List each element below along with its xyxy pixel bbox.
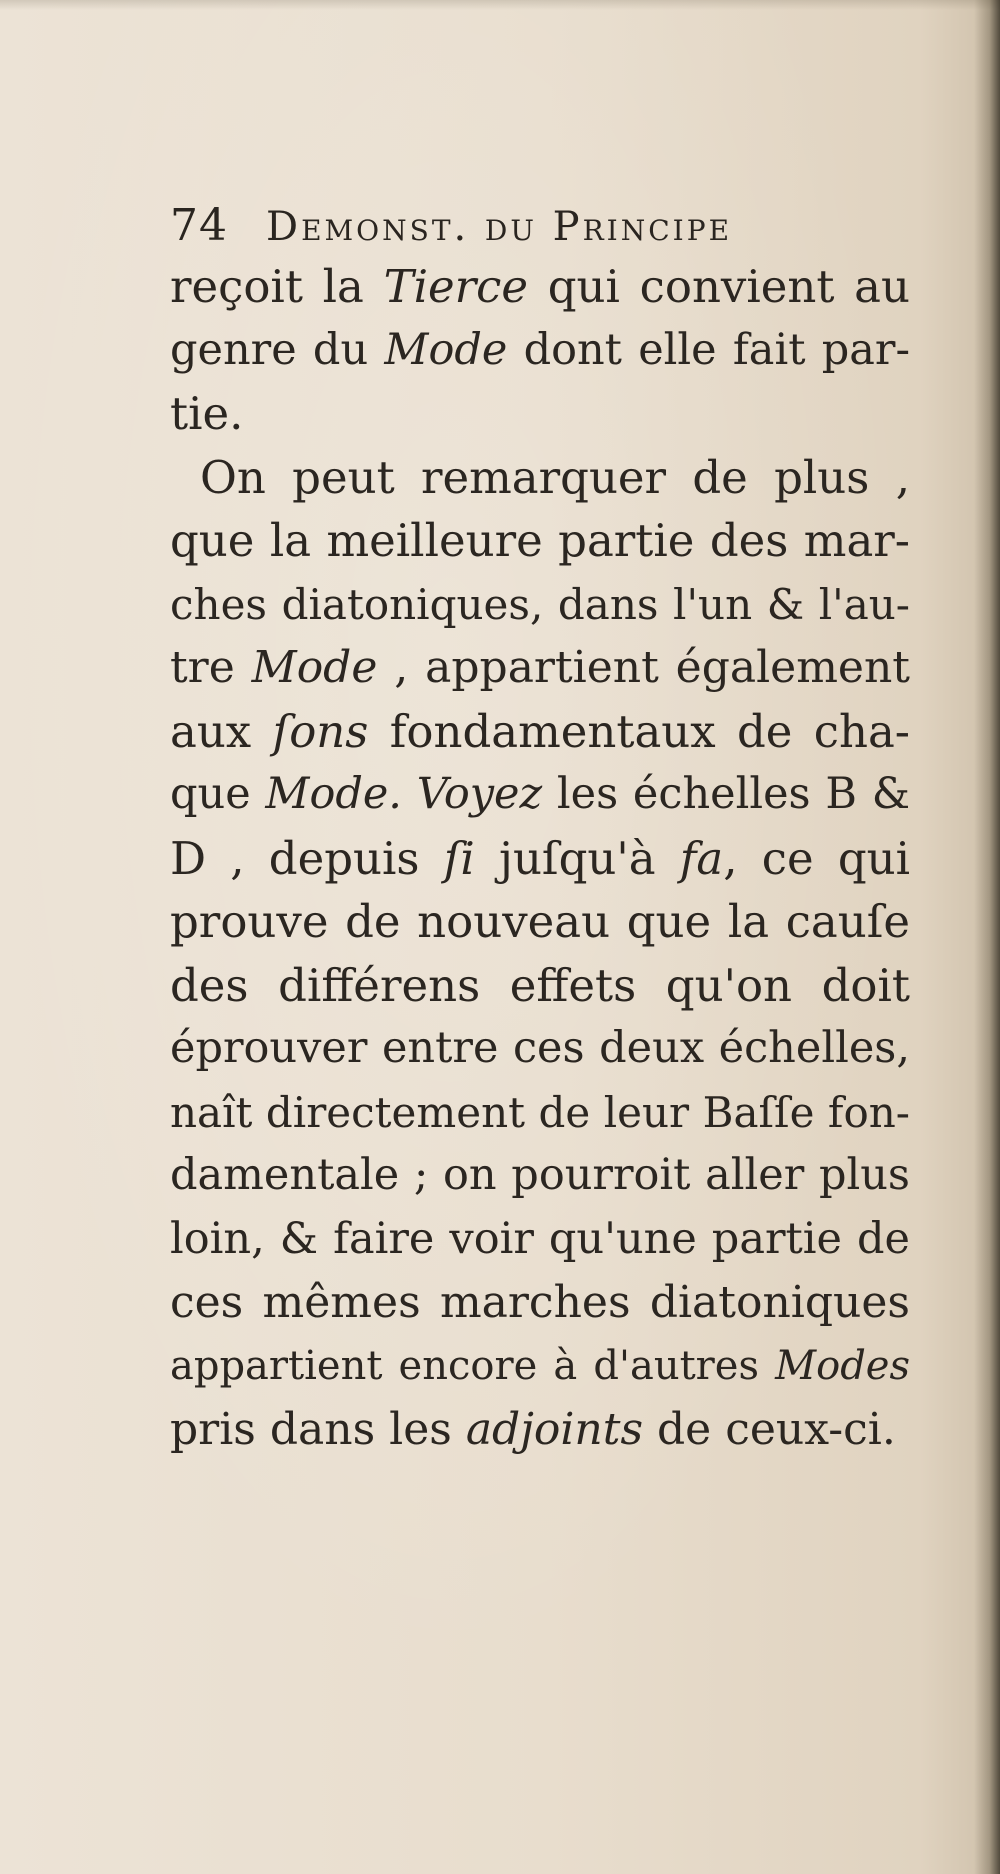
- running-head: Demonst. du Principe: [266, 204, 733, 250]
- text-line: [170, 1335, 910, 1399]
- text-run: loin, & faire voir qu'une partie de: [170, 1213, 910, 1264]
- italic-text: Tierce: [383, 260, 528, 313]
- italic-text: adjoints: [465, 1404, 644, 1455]
- text-run: pris dans les: [170, 1404, 466, 1455]
- text-run: ches diatoniques, dans l'un & l'au-: [170, 579, 910, 629]
- text-run: [402, 769, 417, 819]
- text-line: [170, 382, 910, 446]
- italic-text: Mode.: [265, 769, 402, 819]
- text-line: [170, 700, 910, 764]
- italic-text: ſi: [443, 831, 475, 885]
- text-line: [170, 1144, 910, 1208]
- text-run: appartient encore à d'autres: [170, 1342, 776, 1389]
- text-line: [170, 954, 910, 1018]
- text-run: les échelles B &: [542, 769, 910, 819]
- text-line: [170, 573, 910, 637]
- italic-text: Mode: [384, 324, 508, 375]
- text-run: éprouver entre ces deux échelles,: [170, 1023, 910, 1073]
- text-run: On peut remarquer de plus ,: [200, 450, 910, 504]
- text-run: aux: [170, 704, 273, 758]
- text-line: [170, 1398, 910, 1462]
- text-line: [170, 319, 910, 383]
- text-line: [170, 446, 910, 510]
- text-line: [170, 255, 910, 319]
- text-line: [170, 509, 910, 573]
- page-number: 74: [170, 200, 228, 251]
- text-run: , appartient également: [377, 642, 910, 693]
- text-run: qui convient au: [528, 260, 910, 313]
- text-line: [170, 1208, 910, 1272]
- text-run: dont elle fait par-: [507, 324, 910, 375]
- text-run: tre: [170, 642, 252, 693]
- text-run: D , depuis: [170, 831, 444, 885]
- text-line: [170, 890, 910, 954]
- text-line: [170, 1081, 910, 1145]
- text-run: de ceux-ci.: [643, 1404, 896, 1455]
- text-line: [170, 636, 910, 700]
- italic-text: Mode: [251, 642, 378, 693]
- italic-text: Modes: [775, 1342, 910, 1389]
- italic-text: ſons: [272, 704, 369, 758]
- italic-text: fa: [679, 831, 724, 885]
- page-edge-shadow: [974, 0, 1000, 1874]
- text-run: des différens effets qu'on doit: [170, 958, 910, 1012]
- text-line: [170, 1271, 910, 1335]
- text-run: fondamentaux de cha-: [368, 704, 910, 758]
- text-run: genre du: [170, 324, 385, 375]
- text-line: [170, 763, 910, 827]
- italic-text: Voyez: [416, 769, 543, 819]
- text-run: juſqu'à: [474, 831, 680, 885]
- text-run: que: [170, 769, 266, 819]
- text-run: , ce qui: [723, 831, 910, 885]
- text-run: naît directement de leur Baſſe fon-: [170, 1087, 910, 1137]
- text-line: [170, 827, 910, 891]
- text-run: damentale ; on pourroit aller plus: [170, 1150, 910, 1200]
- text-run: prouve de nouveau que la cauſe: [170, 895, 910, 948]
- page-top-shadow: [0, 0, 1000, 10]
- text-run: reçoit la: [170, 260, 384, 313]
- text-run: tie.: [170, 387, 244, 440]
- body-text: [170, 255, 910, 1462]
- text-run: que la meilleure partie des mar-: [170, 514, 910, 567]
- text-run: ces mêmes marches diatoniques: [170, 1277, 910, 1328]
- page-header: [170, 200, 910, 260]
- text-line: [170, 1017, 910, 1081]
